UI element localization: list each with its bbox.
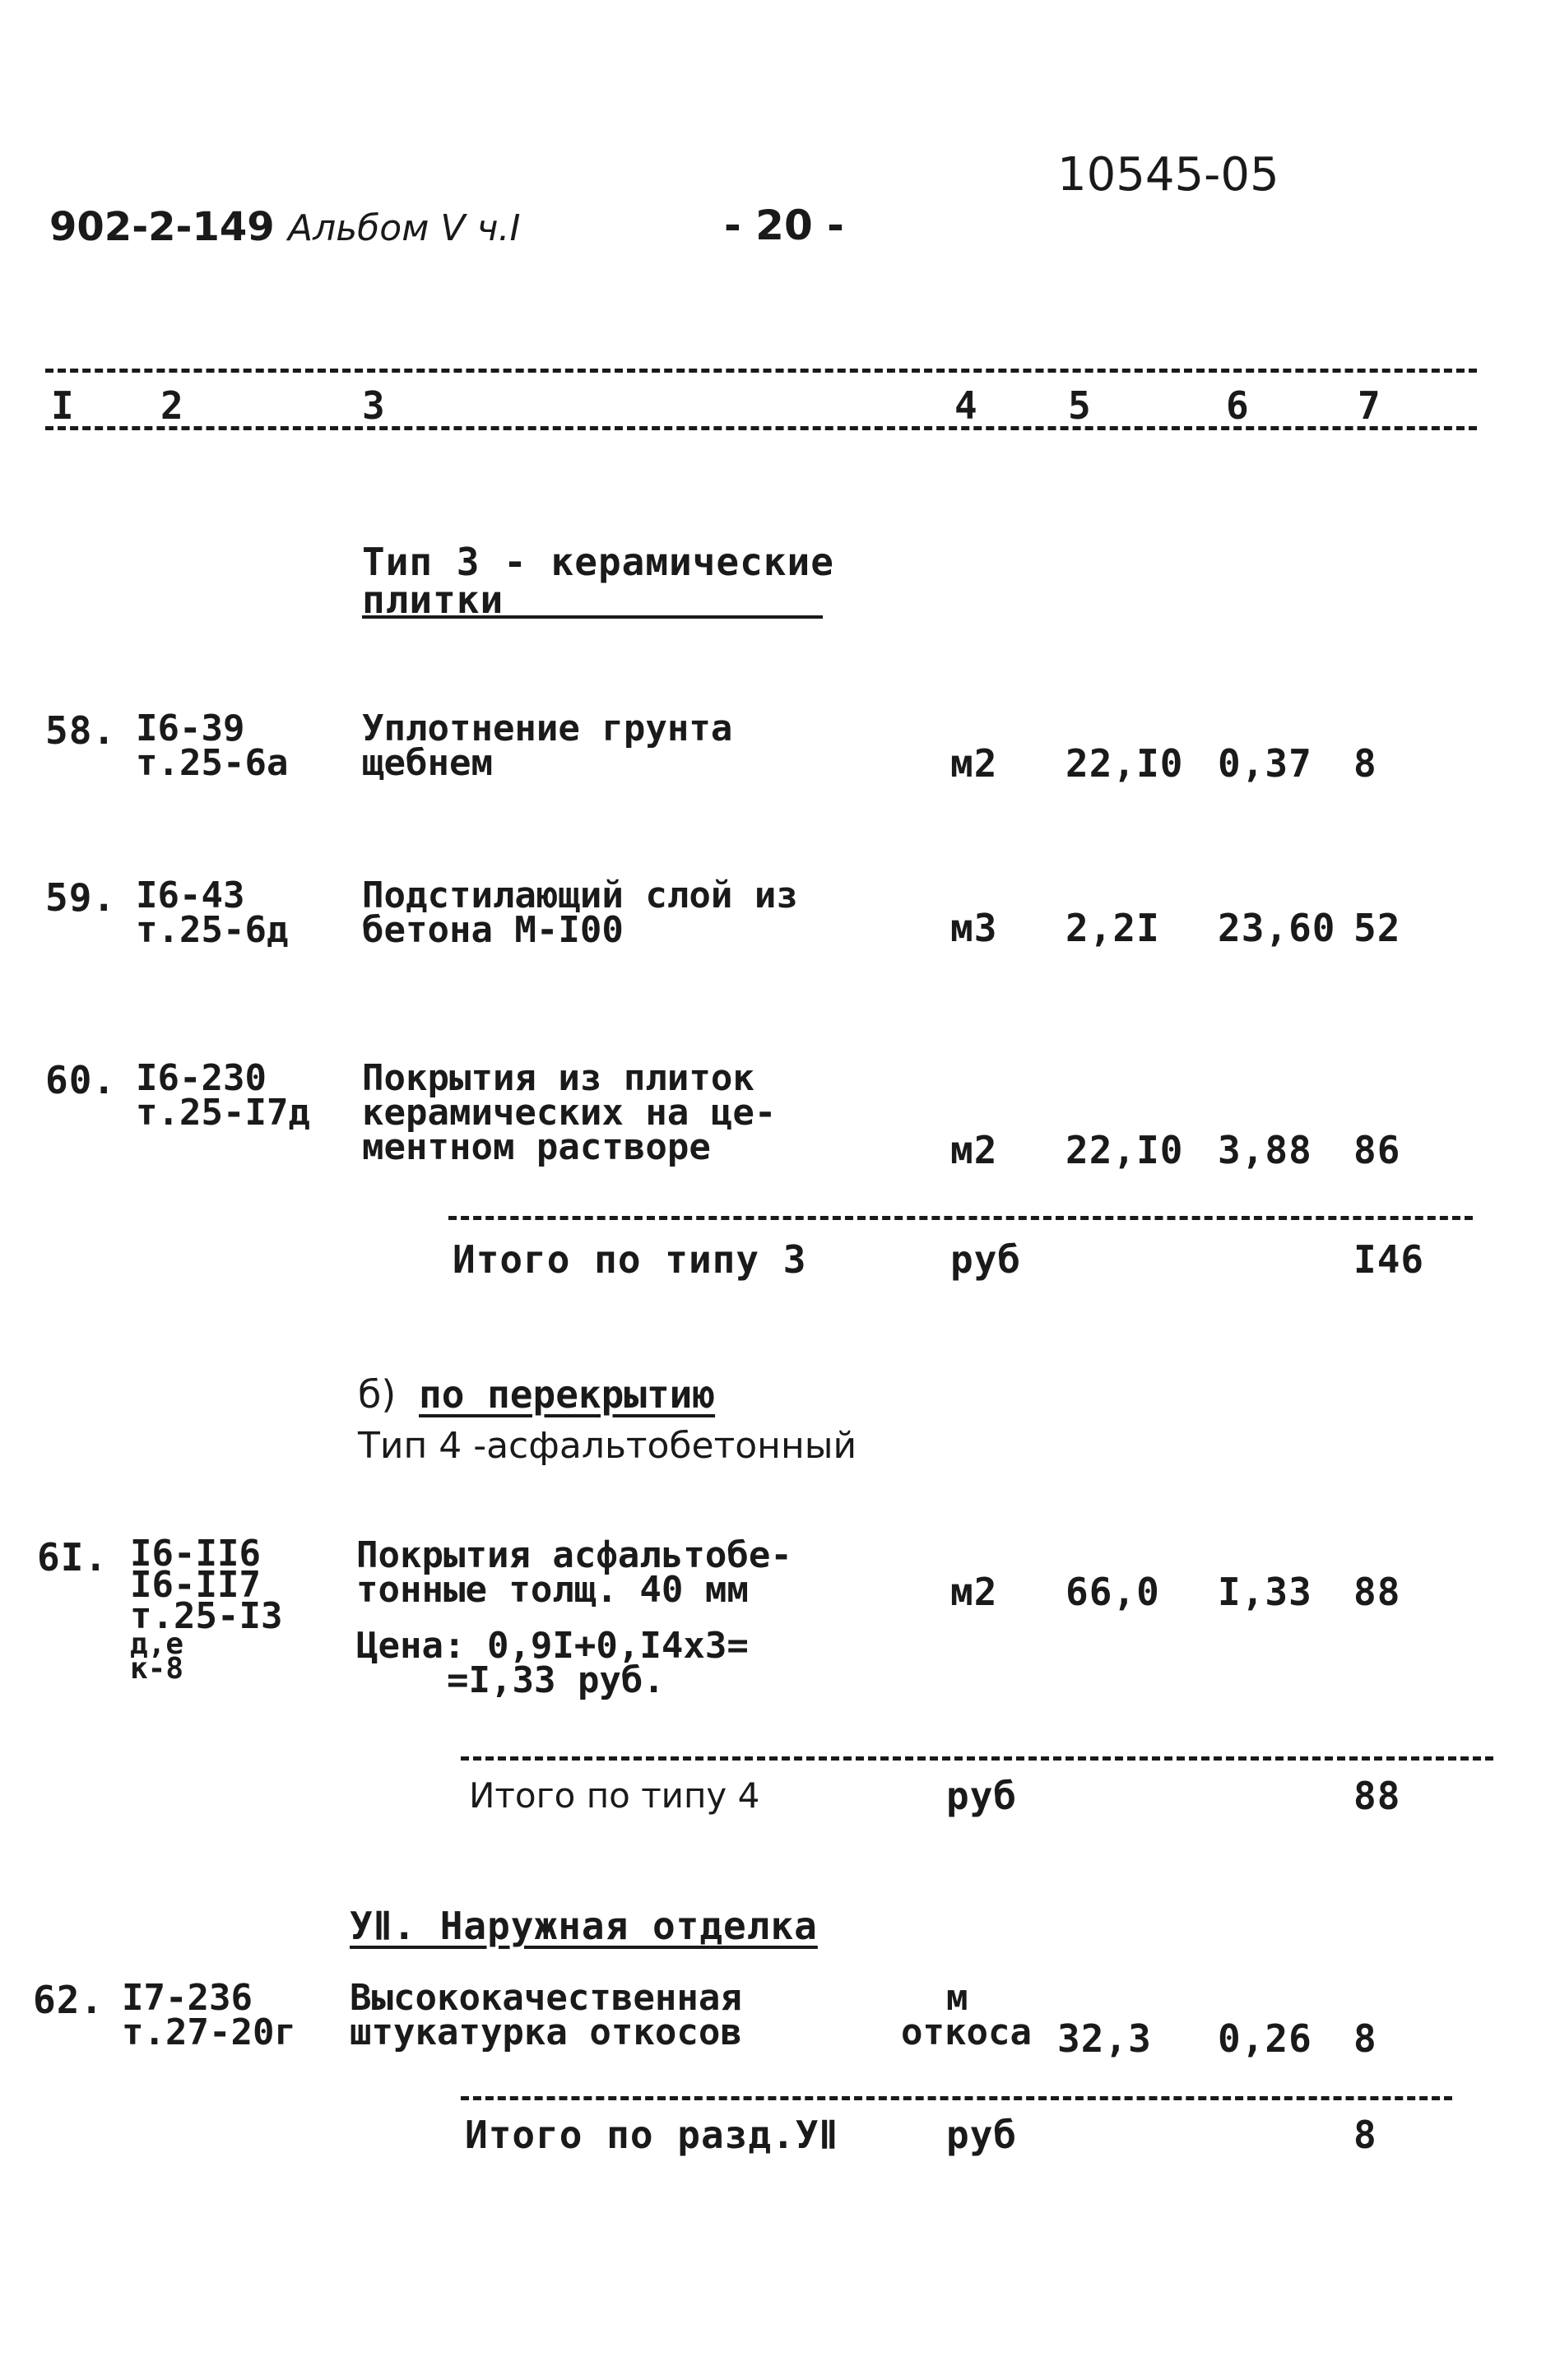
row-59-desc: Подстилающий слой из бетона М-I00 [362, 875, 798, 951]
doc-code: 902-2-149 [49, 204, 275, 250]
row-60-unit: м2 [950, 1128, 998, 1172]
col-header-6: 6 [1226, 383, 1250, 428]
row-61-price: I,33 [1218, 1570, 1312, 1614]
section-b-prefix: б) [358, 1372, 397, 1417]
col-header-3: 3 [362, 383, 386, 428]
section-title-type3-underline [362, 615, 823, 619]
page-number: - 20 - [724, 202, 844, 249]
row-62-total: 8 [1353, 2016, 1377, 2061]
row-58-total: 8 [1353, 741, 1377, 786]
row-59-price: 23,60 [1218, 906, 1336, 950]
row-58-num: 58. [45, 708, 117, 753]
row-61-price-note: Цена: 0,9I+0,I4х3= =I,33 руб. [356, 1625, 749, 1701]
subtotal-type3-total: I46 [1353, 1237, 1425, 1282]
subtotal-type3-label: Итого по типу 3 [453, 1237, 807, 1282]
stamp-number: 10545-05 [1057, 148, 1279, 202]
subtotal-vii-label: Итого по разд.УⅡ [465, 2113, 839, 2157]
row-58-unit: м2 [950, 741, 998, 786]
section-title-type3: Тип 3 - керамические плитки [362, 540, 834, 622]
row-59-unit: м3 [950, 906, 998, 950]
col-header-2: 2 [160, 383, 184, 428]
row-60-total: 86 [1353, 1128, 1401, 1172]
section-type4-title: Тип 4 -асфальтобетонный [358, 1425, 857, 1467]
subtotal-type4-dash [461, 1756, 1493, 1761]
row-60-price: 3,88 [1218, 1128, 1312, 1172]
row-59-num: 59. [45, 875, 117, 920]
header-dash-bottom [45, 426, 1477, 430]
row-59-code: I6-43 т.25-6д [136, 875, 289, 951]
col-header-1: I [51, 383, 75, 428]
row-59-qty: 2,2I [1065, 906, 1160, 950]
row-58-price: 0,37 [1218, 741, 1312, 786]
subtotal-vii-total: 8 [1353, 2113, 1377, 2157]
col-header-7: 7 [1358, 383, 1381, 428]
col-header-5: 5 [1068, 383, 1092, 428]
section-b-heading [358, 1372, 716, 1417]
row-61-qty: 66,0 [1065, 1570, 1160, 1614]
row-60-code: I6-230 т.25-I7д [136, 1057, 310, 1134]
row-62-num: 62. [33, 1978, 104, 2022]
row-62-desc: Высококачественная штукатурка откосов [350, 1977, 742, 2053]
row-58-qty: 22,I0 [1065, 741, 1184, 786]
subtotal-type4-unit: руб [946, 1774, 1018, 1818]
row-61-unit: м2 [950, 1570, 998, 1614]
header-dash-top [45, 369, 1477, 373]
row-58-desc: Уплотнение грунта щебнем [362, 708, 733, 784]
col-header-4: 4 [954, 383, 978, 428]
row-61-total: 88 [1353, 1570, 1401, 1614]
subtotal-type4-label: Итого по типу 4 [469, 1775, 760, 1816]
row-61-desc: Покрытия асфальтобе- тонные толщ. 40 мм [356, 1534, 792, 1611]
row-60-qty: 22,I0 [1065, 1128, 1184, 1172]
subtotal-vii-unit: руб [946, 2113, 1018, 2157]
section-vii-title: УⅡ. Наружная отделка [350, 1904, 818, 1948]
row-60-num: 60. [45, 1058, 117, 1102]
row-61-code: I6-II6 I6-II7 т.25-I3 д,е к-8 [130, 1533, 283, 1686]
album-label: Альбом Ⅴ ч.I [288, 207, 521, 249]
row-59-total: 52 [1353, 906, 1401, 950]
subtotal-type3-unit: руб [950, 1237, 1022, 1282]
row-60-desc: Покрытия из плиток керамических на це- ментном растворе [362, 1057, 777, 1168]
row-62-unit: м откоса [901, 1977, 1032, 2053]
row-58-code: I6-39 т.25-6а [136, 708, 289, 784]
row-62-qty: 32,3 [1057, 2016, 1152, 2061]
subtotal-vii-dash [461, 2096, 1452, 2100]
subtotal-type3-dash [448, 1216, 1473, 1220]
row-62-price: 0,26 [1218, 2016, 1312, 2061]
row-62-code: I7-236 т.27-20г [122, 1977, 296, 2053]
row-61-num: 6I. [37, 1535, 109, 1580]
subtotal-type4-total: 88 [1353, 1774, 1401, 1818]
section-b-title: по перекрытию [419, 1372, 716, 1417]
